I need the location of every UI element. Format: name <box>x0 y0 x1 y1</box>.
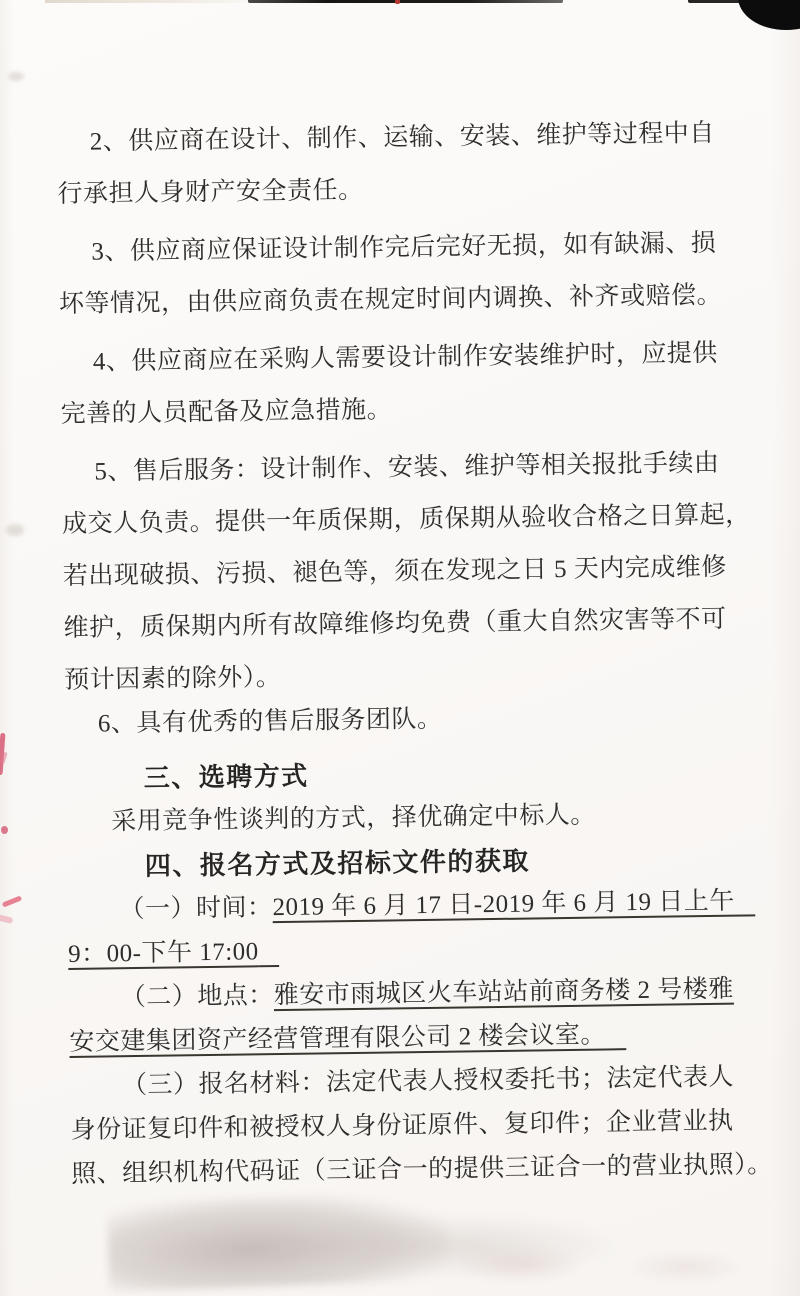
clause-4-line-2: 完善的人员配备及应急措施。 <box>60 396 393 429</box>
clause-5-line-4: 维护，质保期内所有故障维修均免费（重大自然灾害等不可 <box>63 605 727 643</box>
scan-edge-dark <box>248 0 563 3</box>
registration-time-line-1 <box>119 879 770 932</box>
bottom-smudge-pink <box>630 1252 740 1282</box>
heading-section-3: 三、选聘方式 <box>143 760 309 793</box>
clause-2-line-2: 行承担人身财产安全责任。 <box>57 176 364 209</box>
materials-text: 法定代表人授权委托书；法定代表人 <box>325 1063 735 1097</box>
clause-5-line-3: 若出现破损、污损、褪色等，须在发现之日 5 天内完成维修 <box>62 553 728 591</box>
time-label: （一）时间： <box>119 894 273 924</box>
bottom-smudge <box>107 1190 450 1292</box>
clause-4-line-1: 4、供应商应在采购人需要设计制作安装维护时，应提供 <box>92 339 719 376</box>
place-label: （二）地点： <box>120 982 274 1012</box>
pink-ink-mark <box>0 914 13 924</box>
registration-place-line-1 <box>120 967 771 1020</box>
clause-2-line-1: 2、供应商在设计、制作、运输、安装、维护等过程中自 <box>89 119 715 156</box>
place-value-underlined: 雅安市雨城区火车站站前商务楼 2 号楼雅 <box>273 975 734 1010</box>
clause-6-line-1: 6、具有优秀的售后服务团队。 <box>97 705 443 738</box>
time-value-underlined: 9：00-下午 17:00 <box>67 938 259 968</box>
scan-smudge-dot <box>8 72 24 81</box>
clause-3-line-2: 坏等情况，由供应商负责在规定时间内调换、补齐或赔偿。 <box>58 281 723 319</box>
place-value-underlined: 安交建集团资产经营管理有限公司 2 楼会议室。 <box>69 1021 607 1056</box>
page-corner-shadow <box>738 0 800 30</box>
pink-ink-mark <box>1 826 8 834</box>
clause-5-line-5: 预计因素的除外）。 <box>64 663 282 694</box>
time-value-underlined: 2019 年 6 月 17 日-2019 年 6 月 19 日上午 <box>272 887 736 922</box>
materials-line-2: 身份证复印件和被授权人身份证原件、复印件；企业营业执 <box>70 1107 734 1144</box>
pink-ink-mark <box>2 895 22 907</box>
materials-label: （三）报名材料： <box>121 1069 327 1100</box>
document-body <box>56 107 773 1197</box>
scan-edge-faint <box>45 0 265 3</box>
section-3-body: 采用竞争性谈判的方式，择优确定中标人。 <box>111 801 596 836</box>
scan-smudge-dot <box>6 524 24 536</box>
clause-5-line-2: 成交人负责。提供一年质保期，质保期从验收合格之日算起， <box>61 501 751 539</box>
materials-line-3: 照、组织机构代码证（三证合一的提供三证合一的营业执照）。 <box>71 1151 773 1188</box>
heading-section-4: 四、报名方式及招标文件的获取 <box>144 845 531 881</box>
bottom-smudge <box>300 1215 620 1277</box>
clause-3-line-1: 3、供应商应保证设计制作完后完好无损，如有缺漏、损 <box>91 229 717 266</box>
clause-5-line-1: 5、售后服务：设计制作、安装、维护等相关报批手续由 <box>94 449 720 486</box>
bottom-smudge-pink <box>460 1248 580 1282</box>
scan-edge-red-speck <box>395 0 400 4</box>
